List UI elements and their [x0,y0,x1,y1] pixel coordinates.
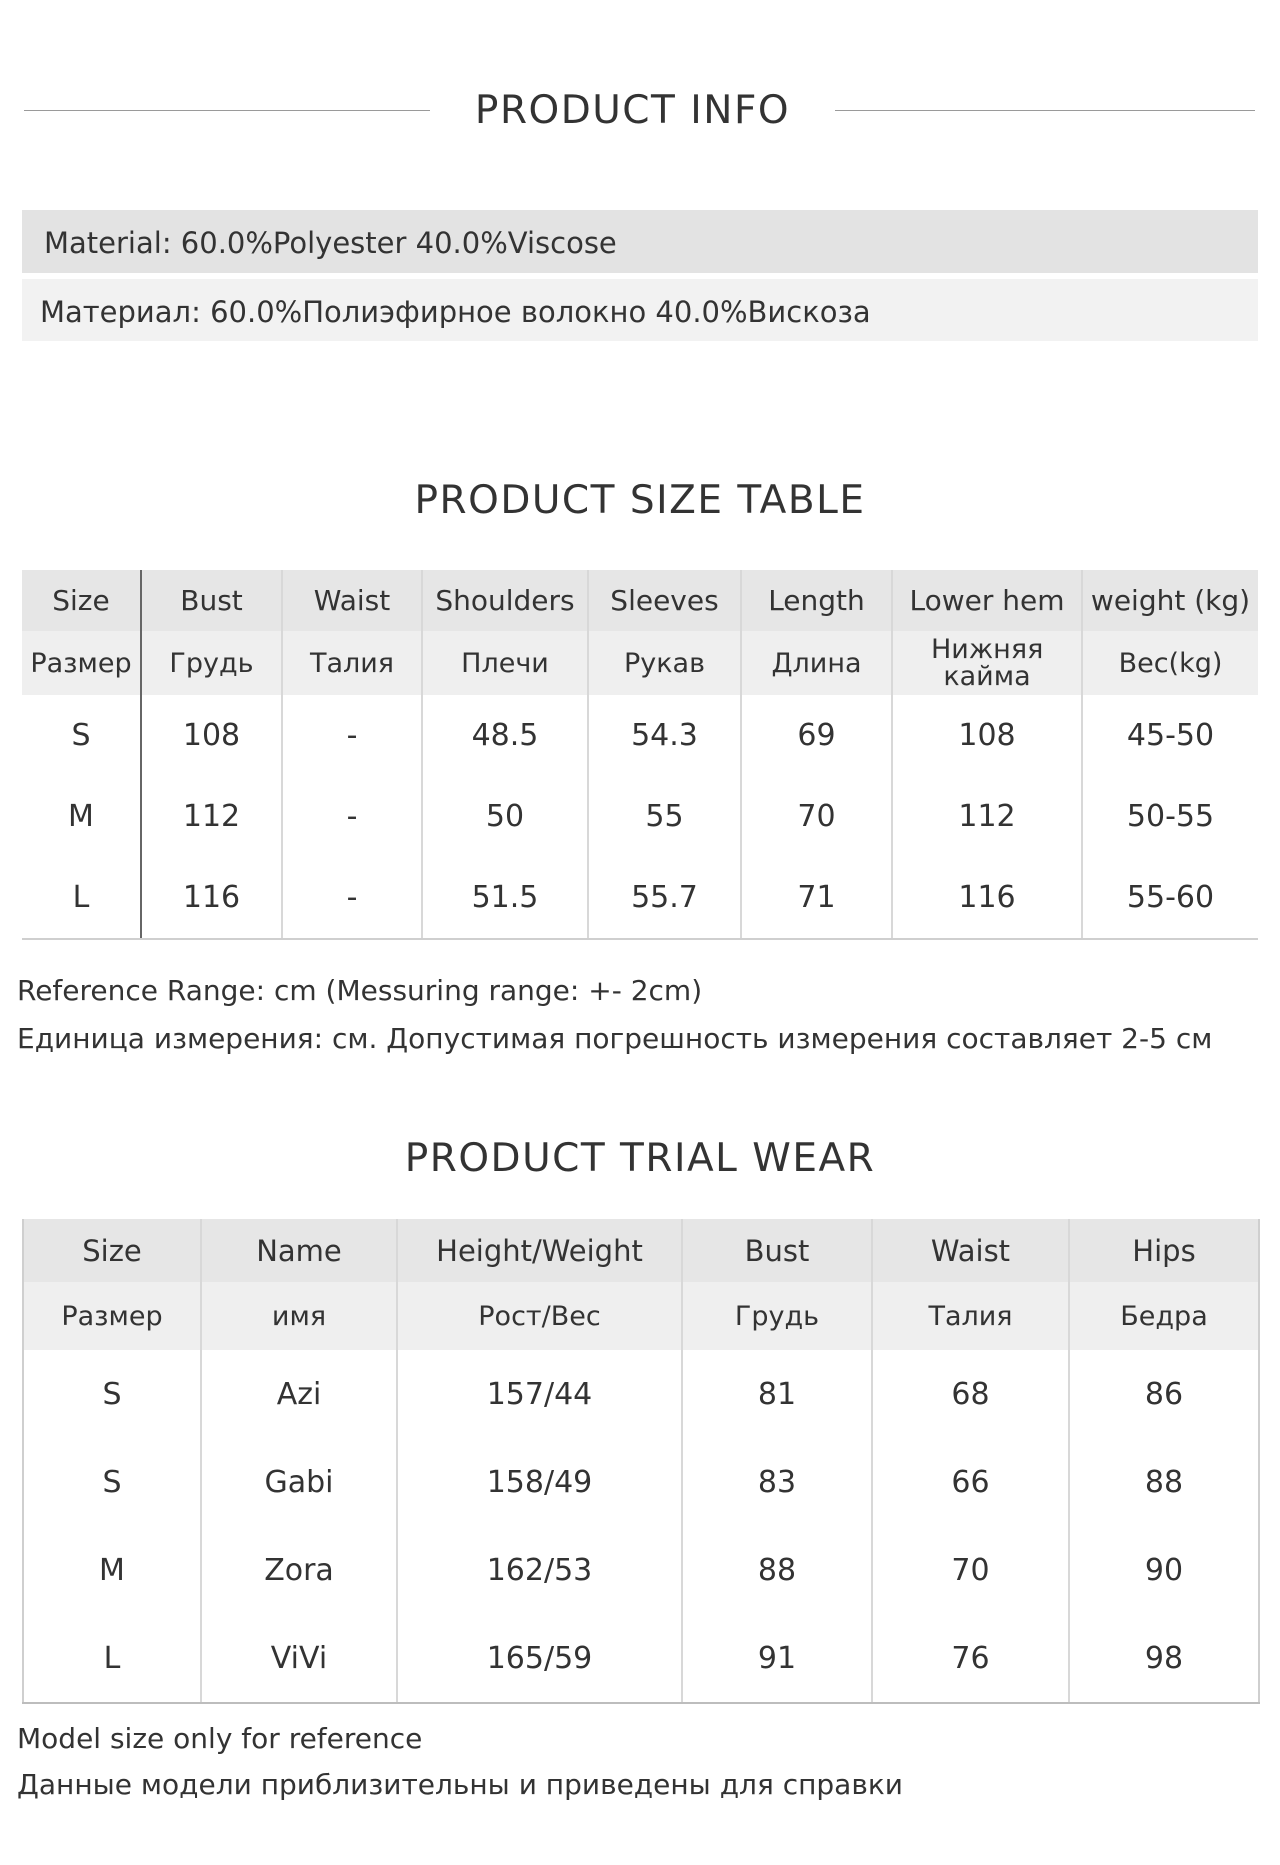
header-cell: Bust [682,1219,872,1282]
trial-wear-table [22,1219,1260,1704]
header-cell: Рост/Вес [397,1282,682,1350]
table-cell: 162/53 [397,1526,682,1614]
material-ru-text: Материал: 60.0%Полиэфирное волокно 40.0%Вискоза [40,295,871,329]
header-cell: Height/Weight [397,1219,682,1282]
table-cell: 116 [141,857,282,939]
trial-note-ru: Данные модели приблизительны и приведены для справки [17,1768,903,1801]
table-cell: 98 [1069,1614,1259,1703]
table-cell: 76 [872,1614,1069,1703]
table-cell: 108 [892,695,1082,776]
table-cell: - [282,776,422,857]
table-cell: 86 [1069,1350,1259,1438]
table-cell: 165/59 [397,1614,682,1703]
table-cell: 70 [741,776,892,857]
header-cell: Длина [741,631,892,695]
table-row [23,1614,1259,1703]
table-cell: 45-50 [1082,695,1258,776]
table-cell: S [102,1376,122,1412]
size-note-en: Reference Range: cm (Messuring range: +- 2cm) [17,974,703,1007]
header-cell: Waist [872,1219,1069,1282]
table-cell: 66 [872,1438,1069,1526]
table-cell: 55 [588,776,741,857]
table-cell: 81 [682,1350,872,1438]
table-cell: ViVi [201,1614,397,1703]
product-info-heading-row [0,82,1280,142]
table-cell: 51.5 [422,857,588,939]
material-en-text: Material: 60.0%Polyester 40.0%Viscose [44,226,617,260]
table-cell: Gabi [201,1438,397,1526]
table-cell: 157/44 [397,1350,682,1438]
table-row [23,1526,1259,1614]
table-cell: 90 [1069,1526,1259,1614]
trial-note-en: Model size only for reference [17,1722,423,1755]
table-cell: 88 [682,1526,872,1614]
header-cell: Размер [22,631,141,695]
header-cell: Lower hem [892,570,1082,631]
table-cell: 68 [872,1350,1069,1438]
header-cell: weight (kg) [1082,570,1258,631]
table-cell: 50-55 [1082,776,1258,857]
table-cell: Azi [201,1350,397,1438]
header-cell: Рукав [588,631,741,695]
header-cell: Shoulders [422,570,588,631]
table-cell: 108 [141,695,282,776]
table-cell: 158/49 [397,1438,682,1526]
header-cell: Sleeves [588,570,741,631]
heading-divider-right [835,110,1255,111]
heading-divider-left [24,110,430,111]
table-cell: 88 [1069,1438,1259,1526]
table-cell: - [282,857,422,939]
header-cell: Нижняя кайма [892,631,1082,695]
table-cell: 55-60 [1082,857,1258,939]
table-cell: M [68,799,94,834]
size-note-ru: Единица измерения: см. Допустимая погрешность измерения составляет 2-5 см [17,1022,1213,1055]
table-cell: 71 [741,857,892,939]
material-ru-box [22,279,1258,341]
trial-table-header-ru [23,1282,1259,1350]
product-info-heading: PRODUCT INFO [474,88,791,133]
table-cell: 70 [872,1526,1069,1614]
table-row [22,857,1258,939]
table-cell: 50 [422,776,588,857]
header-cell: Bust [141,570,282,631]
size-table [22,570,1258,940]
table-cell: 83 [682,1438,872,1526]
header-cell: Hips [1069,1219,1259,1282]
header-cell: Грудь [682,1282,872,1350]
header-cell: Size [22,570,141,631]
table-cell: S [71,718,91,753]
size-table-header-en [22,570,1258,631]
table-row [22,695,1258,776]
table-cell: L [23,1614,201,1703]
table-cell: M [99,1552,125,1588]
trial-table-header-en [23,1219,1259,1282]
table-row [23,1350,1259,1438]
header-cell: Name [201,1219,397,1282]
table-cell: 55.7 [588,857,741,939]
header-cell: Бедра [1069,1282,1259,1350]
table-cell: Zora [201,1526,397,1614]
material-en-box [22,210,1258,273]
header-cell: Талия [282,631,422,695]
header-cell: Талия [872,1282,1069,1350]
trial-table-title: PRODUCT TRIAL WEAR [404,1136,876,1181]
table-row [23,1438,1259,1526]
table-cell: - [282,695,422,776]
table-cell: 91 [682,1614,872,1703]
table-cell: 48.5 [422,695,588,776]
header-cell: Waist [282,570,422,631]
header-cell: Размер [23,1282,201,1350]
table-cell: 54.3 [588,695,741,776]
table-cell: 112 [141,776,282,857]
table-cell: 69 [741,695,892,776]
header-cell: имя [201,1282,397,1350]
table-cell: 116 [892,857,1082,939]
table-row [22,776,1258,857]
table-cell: L [22,857,141,939]
header-cell: Грудь [141,631,282,695]
header-cell: Length [741,570,892,631]
table-cell: 112 [892,776,1082,857]
header-cell: Вес(kg) [1082,631,1258,695]
size-table-header-ru [22,631,1258,695]
table-cell: S [102,1464,122,1500]
size-table-title: PRODUCT SIZE TABLE [414,478,866,523]
header-cell: Size [23,1219,201,1282]
header-cell: Плечи [422,631,588,695]
